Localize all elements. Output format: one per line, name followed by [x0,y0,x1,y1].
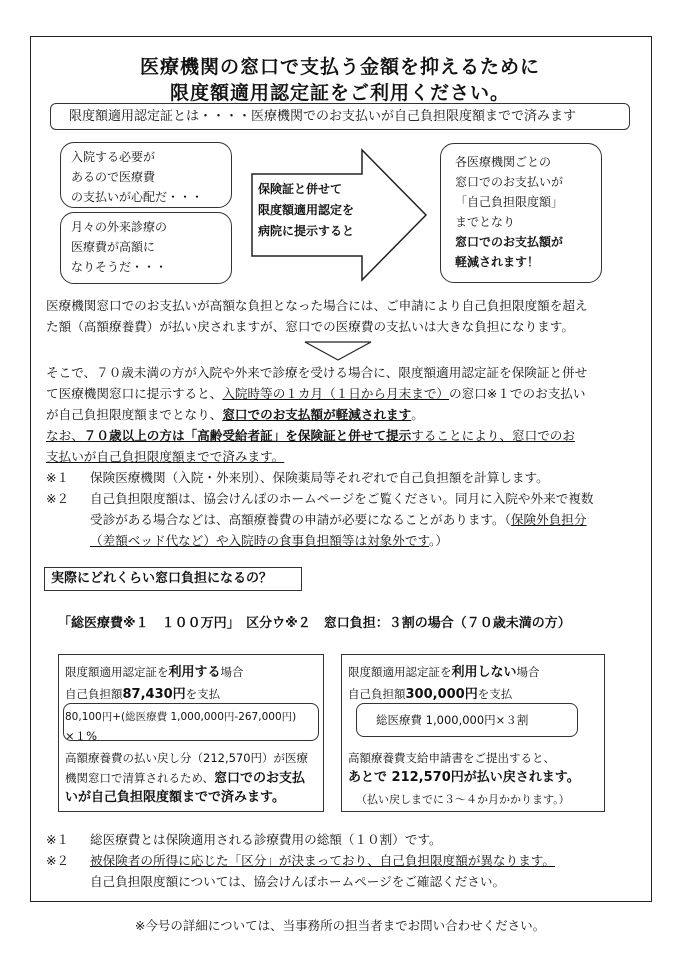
case-desc [65,769,305,788]
arrow-text [258,179,398,242]
case-desc: 高額療養費支給申請書をご提出すると、 [348,751,555,765]
para-text: 。 [411,407,424,422]
case-title [348,663,540,682]
concern-bubble-outpatient [60,212,232,284]
case-title-text: 場合 [516,665,540,679]
case-payment [348,685,512,704]
para-line: 医療機関窓口でのお支払いが高額な負担となった場合には、ご申請により自己負担限度額を超え [46,298,588,313]
note-text: 。） [429,533,448,548]
result-bubble [440,143,602,283]
contact-footer: ※今号の詳細については、当事務所の担当者までお問い合わせください。 [134,918,546,933]
case-box-with-certificate [58,654,324,812]
payment-label: 自己負担額 [348,687,406,701]
para-underlined: することにより、窓口でのお [411,428,575,443]
para-underlined: 入院時等の１カ月（１日から月末まで） [222,386,449,401]
para-text: の窓口※１でのお支払い [449,386,586,401]
bubble-line: の支払いが心配だ・・・ [71,190,204,204]
note-underlined: （差額ベッド代など）や入院時の食事負担額等は対象外です [90,533,430,548]
footnote-3-text: 自己負担限度額については、協会けんぽホームページをご確認ください。 [90,874,506,889]
arrow-text-line: 限度額適用認定を [258,203,355,217]
paragraph-explanation [46,362,636,467]
case-desc: 高額療養費の払い戻し分（212,570円）が医療 [65,751,309,765]
bubble-line: 医療費が高額に [71,240,156,254]
case-title-bold: 利用する [168,665,221,680]
para-underlined-bold: 窓口でのお支払額が軽減されます [222,407,412,422]
note-line [90,509,638,530]
arrow-text-line: 保険証と併せて [258,182,343,196]
page-title-line2: 限度額適用認定証をご利用ください。 [169,82,510,104]
case-title-text: 場合 [220,665,244,679]
result-line-bold: 軽減されます！ [455,255,540,269]
para-line: た額（高額療養費）が払い戻されますが、窓口での医療費の支払いは大きな負担になります。 [46,319,574,334]
note-text: 受診がある場合などは、高額療養費の申請が必要になることがあります。（ [90,512,511,527]
formula-line: 総医療費 1,000,000円×３割 [376,713,529,727]
case-title-text: 限度額適用認定証を [65,665,169,679]
para-text: なお、 [46,428,84,443]
paragraph-intro [46,295,636,337]
para-text: が自己負担限度額までとなり、 [46,407,223,422]
para-line [46,425,636,446]
footnote-2-mark: ※２ [46,853,70,868]
footnote-1-mark: ※１ [46,832,70,847]
note-2-text [90,488,638,551]
para-line: 支払いが自己負担限度額までで済みます。 [46,449,285,464]
definition-box: 限度額適用認定証とは・・・・医療機関でのお支払いが自己負担限度額までで済みます [50,103,630,130]
note-1-mark: ※１ [46,470,70,485]
footnote-1-text: 総医療費とは保険適用される診療費用の総額（１０割）です。 [90,832,442,847]
payment-suffix: を支払 [185,687,221,701]
note-line: 自己負担限度額は、協会けんぽのホームページをご覧ください。同月に入院や外来で複数 [90,491,594,506]
section-heading: 実際にどれくらい窓口負担になるの？ [44,567,302,591]
case-desc-text: 機関窓口で清算されるため、 [65,771,215,785]
formula-line: 80,100円+(総医療費 1,000,000円-267,000円) [65,711,297,723]
case-desc: いが自己負担限度額までで済みます。 [65,790,285,805]
down-arrow-icon [303,340,373,362]
note-2-mark: ※２ [46,491,70,506]
note-1-text: 保険医療機関（入院・外来別）、保険薬局等それぞれで自己負担額を計算します。 [90,470,549,485]
case-title-text: 限度額適用認定証を [348,665,452,679]
result-line: 窓口でのお支払いが [455,175,564,189]
result-line: 各医療機関ごとの [455,155,552,169]
payment-suffix: を支払 [477,687,513,701]
arrow-text-line: 病院に提示すると [258,224,355,238]
bubble-line: あるので医療費 [71,170,156,184]
bubble-line: 月々の外来診療の [71,220,168,234]
para-line [46,404,636,425]
case-description: 「総医療費※１ １００万円」 区分ウ※２ 窓口負担：３割の場合（７０歳未満の方） [58,616,571,631]
payment-amount: 300,000円 [405,687,478,702]
payment-amount: 87,430円 [122,687,186,702]
footnote-2-text: 被保険者の所得に応じた「区分」が決まっており、自己負担限度額が異なります。 [90,853,555,868]
note-line [90,530,638,551]
case-desc: （払い戻しまでに３～４か月かかります。） [356,793,570,806]
para-text: て医療機関窓口に提示すると、 [46,386,223,401]
concern-bubble-inpatient [60,142,232,208]
result-line: 「自己負担限度額」 [455,195,564,209]
case-payment [65,685,220,704]
para-underlined-bold: ７０歳以上の方は「高齢受給者証」を保険証と併せて提示 [83,428,412,443]
note-underlined: 保険外負担分 [510,512,587,527]
payment-label: 自己負担額 [65,687,123,701]
case-title-bold: 利用しない [451,665,517,680]
bubble-line: 入院する必要が [71,150,156,164]
para-line: そこで、７０歳未満の方が入院や外来で診療を受ける場合に、限度額適用認定証を保険証と併せ [46,365,588,380]
formula-line: ×１% [65,729,98,743]
bubble-line: なりそうだ・・・ [71,260,168,274]
result-line-bold: 窓口でのお支払額が [455,235,564,249]
case-desc: あとで 212,570円が払い戻されます。 [348,770,580,785]
result-line: までとなり [455,215,516,229]
case-desc-bold: 窓口でのお支払 [214,771,306,786]
page-title-line1: 医療機関の窓口で支払う金額を抑えるために [139,56,540,78]
case-box-without-certificate [341,654,605,812]
para-line [46,383,636,404]
case-title [65,663,244,682]
